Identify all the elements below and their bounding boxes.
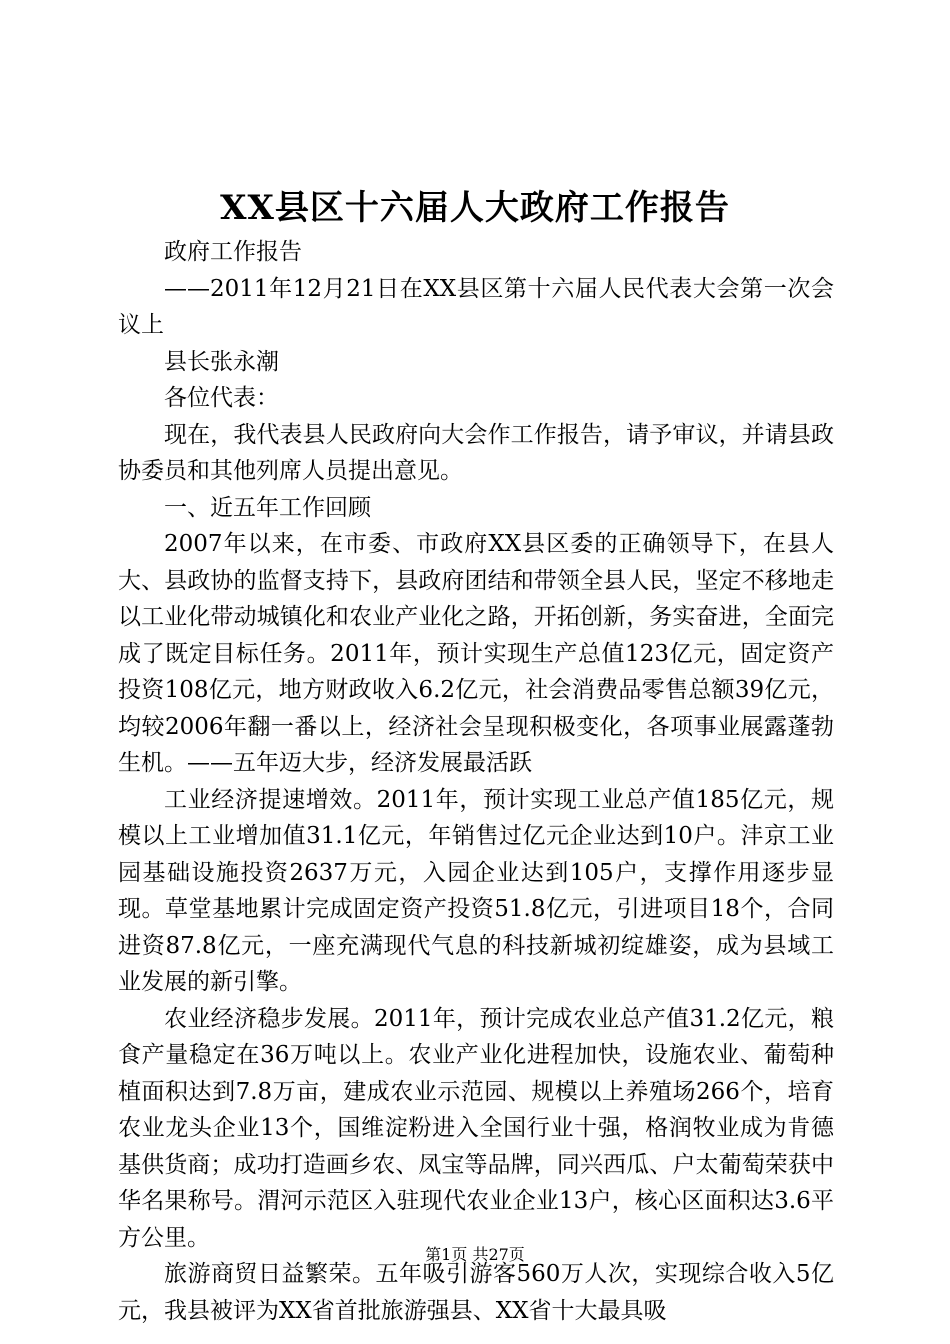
paragraph-speaker: 县长张永潮 [164, 348, 279, 375]
paragraph-tourism: 旅游商贸日益繁荣。五年吸引游客560万人次，实现综合收入5亿元，我县被评为XX省首批旅游强县、XX省十大最具吸 [118, 1261, 834, 1324]
document-body [118, 234, 834, 1329]
document-title: XX县区十六届人大政府工作报告 [220, 188, 730, 228]
paragraph-report-heading: 政府工作报告 [164, 239, 302, 265]
section-heading: 一、近五年工作回顾 [164, 494, 371, 521]
paragraph-meeting-date: ——2011年12月21日在XX县区第十六届人民代表大会第一次会议上 [118, 275, 834, 338]
paragraph-salutation: 各位代表： [164, 385, 279, 411]
paragraph-overview: 2007年以来，在市委、市政府XX县区委的正确领导下，在县人大、县政协的监督支持下，县政府团结和带领全县人民，坚定不移地走以工业化带动城镇化和农业产业化之路，开拓创新，务实奋进，全面完成了既定目标任务。2011年，预计实现生产总值123亿元，固定资产投资108亿元，地方财政收入6.2亿元，社会消费品零售总额39亿元，均较2006年翻一番以上，经济社会呈现积极变化，各项事业展露蓬勃生机。——五年迈大步，经济发展最活跃 [118, 531, 834, 776]
page-number-footer: 第1页 共27页 [425, 1245, 525, 1264]
paragraph-industry: 工业经济提速增效。2011年，预计实现工业总产值185亿元，规模以上工业增加值31.1亿元，年销售过亿元企业达到10户。沣京工业园基础设施投资2637万元，入园企业达到105户，支撑作用逐步显现。草堂基地累计完成固定资产投资51.8亿元，引进项目18个，合同进资87.8亿元，一座充满现代气息的科技新城初绽雄姿，成为县域工业发展的新引擎。 [118, 786, 834, 995]
paragraph-agriculture: 农业经济稳步发展。2011年，预计完成农业总产值31.2亿元，粮食产量稳定在36万吨以上。农业产业化进程加快，设施农业、葡萄种植面积达到7.8万亩，建成农业示范园、规模以上养殖场266个，培育农业龙头企业13个，国维淀粉进入全国行业十强，格润牧业成为肯德基供货商；成功打造画乡农、凤宝等品牌，同兴西瓜、户太葡萄荣获中华名果称号。渭河示范区入驻现代农业企业13户，核心区面积达3.6平方公里。 [118, 1005, 834, 1251]
paragraph-intro: 现在，我代表县人民政府向大会作工作报告，请予审议，并请县政协委员和其他列席人员提出意见。 [118, 421, 834, 484]
